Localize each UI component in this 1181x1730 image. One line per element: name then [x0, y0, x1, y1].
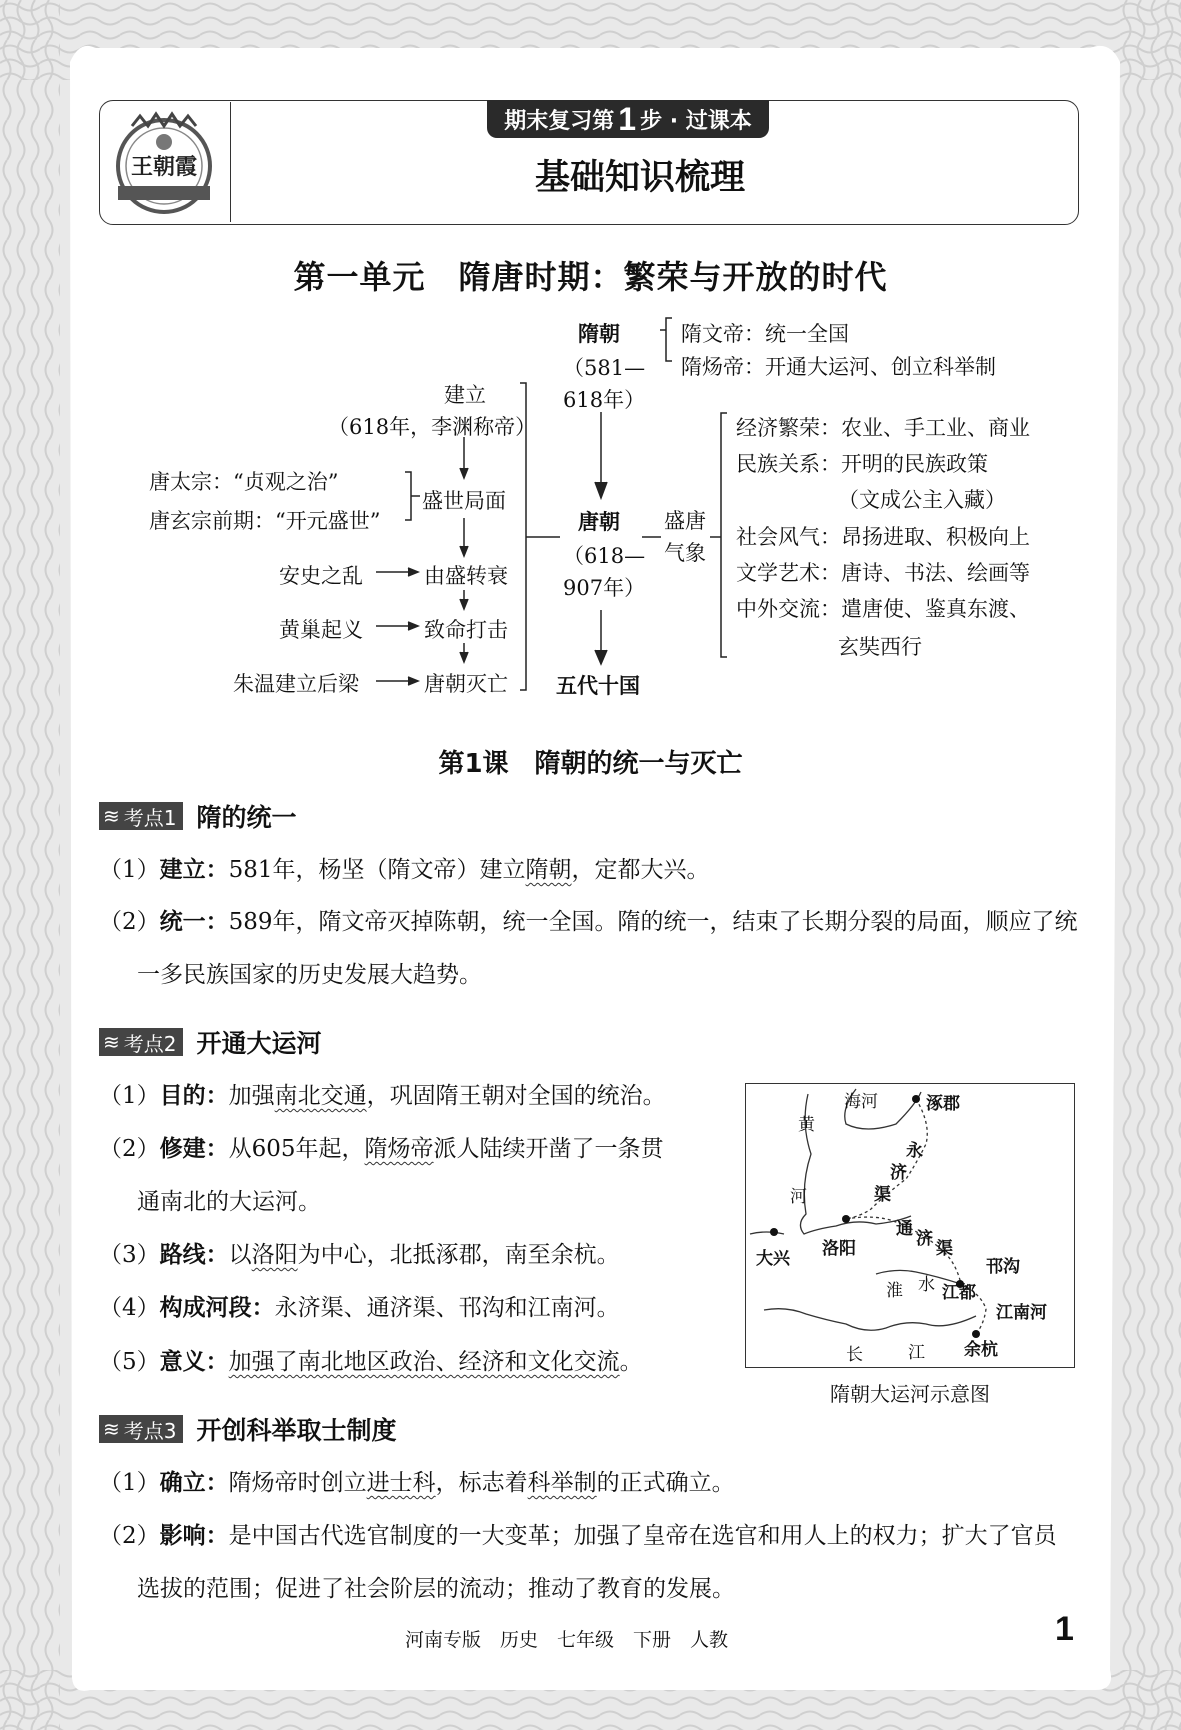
- key-point-tag: ≋ 考点1: [99, 802, 183, 830]
- map-label-he: 河: [790, 1187, 807, 1207]
- kp2-para-2-cont: 通南北的大运河。: [137, 1189, 321, 1215]
- tang-dynasty: 唐朝: [578, 510, 620, 534]
- map-label-huai: 淮: [886, 1281, 903, 1301]
- tang-years-end: 907年）: [563, 576, 646, 600]
- logo-text: 王朝霞: [130, 155, 198, 180]
- key-point-3-heading: [99, 1413, 397, 1445]
- shengtang-item: （文成公主入藏）: [838, 488, 1006, 512]
- stage-cause: 黄巢起义: [279, 618, 363, 642]
- kp3-para-2: （2）影响：是中国古代选官制度的一大变革；加强了皇帝在选官和用人上的权力；扩大了官员: [99, 1523, 1057, 1549]
- grand-canal-map: [745, 1083, 1075, 1368]
- sui-item: 隋炀帝：开通大运河、创立科举制: [681, 355, 996, 379]
- wave-icon: ≋: [103, 1030, 120, 1054]
- page-number: 1: [1055, 1610, 1074, 1648]
- shengtang-item: 中外交流：遣唐使、鉴真东渡、: [736, 597, 1030, 621]
- kp1-para-2: （2）统一：589年，隋文帝灭掉陈朝，统一全国。隋的统一，结束了长期分裂的局面，顺应了统: [99, 909, 1078, 935]
- page-title: 基础知识梳理: [534, 158, 745, 198]
- map-label-yuhang: 余杭: [964, 1340, 998, 1360]
- stage-cause: 安史之乱: [279, 564, 363, 588]
- map-label-qu: 渠: [874, 1185, 891, 1205]
- map-label-haihe: 海河: [844, 1092, 878, 1112]
- kp3-para-1: （1）确立：隋炀帝时创立进士科，标志着科举制的正式确立。: [99, 1470, 735, 1496]
- map-label-ji2: 济: [916, 1229, 933, 1249]
- map-label-yong: 永: [906, 1141, 923, 1161]
- shengtang-item: 经济繁荣：农业、手工业、商业: [736, 416, 1030, 440]
- founding-label: 建立: [444, 383, 486, 407]
- map-label-chang: 长: [846, 1345, 863, 1365]
- shengtang-item: 社会风气：昂扬进取、积极向上: [736, 525, 1030, 549]
- map-label-qu2: 渠: [936, 1239, 953, 1259]
- tang-years-start: （618—: [563, 544, 646, 568]
- tab-step-number: 1: [618, 100, 637, 137]
- stage-cause: 朱温建立后梁: [233, 672, 359, 696]
- map-label-jiang: 江: [908, 1343, 925, 1363]
- key-point-title: 隋的统一: [196, 803, 297, 832]
- kp2-para-3: （3）路线：以洛阳为中心，北抵涿郡，南至余杭。: [99, 1242, 620, 1268]
- map-label-jiangnanhe: 江南河: [996, 1303, 1047, 1323]
- key-point-1-heading: [99, 800, 297, 832]
- map-label-huang: 黄: [798, 1115, 815, 1135]
- stage: 致命打击: [424, 618, 508, 642]
- map-caption: 隋朝大运河示意图: [830, 1382, 990, 1406]
- kp2-para-2: （2）修建：从605年起，隋炀帝派人陆续开凿了一条贯: [99, 1136, 664, 1162]
- stage: 由盛转衰: [424, 564, 508, 588]
- sui-years-end: 618年）: [563, 388, 646, 412]
- founding-detail: （618年，李渊称帝）: [328, 415, 537, 439]
- five-dynasties: 五代十国: [556, 674, 640, 698]
- map-label-daxing: 大兴: [756, 1249, 790, 1269]
- sui-years-start: （581—: [563, 356, 646, 380]
- shengtang-item: 民族关系：开明的民族政策: [736, 452, 988, 476]
- shengtang-item: 文学艺术：唐诗、书法、绘画等: [736, 561, 1030, 585]
- map-label-shui: 水: [918, 1275, 935, 1295]
- key-point-2-heading: [99, 1026, 322, 1058]
- map-label-luoyang: 洛阳: [822, 1239, 856, 1259]
- tab-prefix: 期末复习第: [504, 108, 615, 134]
- map-label-zhuojun: 涿郡: [926, 1094, 960, 1114]
- kp2-para-4: （4）构成河段：永济渠、通济渠、邗沟和江南河。: [99, 1295, 620, 1321]
- stage: 盛世局面: [422, 489, 506, 513]
- shengtang-label: 盛唐: [664, 509, 706, 533]
- key-point-title: 开通大运河: [196, 1029, 322, 1058]
- map-label-jiangdu: 江都: [942, 1283, 976, 1303]
- footer-info: 河南专版 历史 七年级 下册 人教: [405, 1629, 729, 1651]
- key-point-tag: ≋ 考点2: [99, 1028, 183, 1056]
- map-label-hangou: 邗沟: [986, 1257, 1020, 1277]
- kp3-para-2-cont: 选拔的范围；促进了社会阶层的流动；推动了教育的发展。: [137, 1576, 735, 1602]
- kp1-para-2-cont: 一多民族国家的历史发展大趋势。: [137, 962, 482, 988]
- map-label-ji: 济: [890, 1163, 907, 1183]
- wave-icon: ≋: [103, 804, 120, 828]
- shengtang-label: 气象: [664, 541, 706, 565]
- map-label-tong: 通: [896, 1219, 913, 1239]
- prosperity-cause: 唐太宗：“贞观之治”: [149, 470, 339, 494]
- kp2-para-5: （5）意义：加强了南北地区政治、经济和文化交流。: [99, 1349, 643, 1375]
- kp1-para-1: （1）建立：581年，杨坚（隋文帝）建立隋朝，定都大兴。: [99, 857, 710, 883]
- kp2-para-1: （1）目的：加强南北交通，巩固隋王朝对全国的统治。: [99, 1083, 666, 1109]
- wave-icon: ≋: [103, 1417, 120, 1441]
- unit-title: 第一单元 隋唐时期：繁荣与开放的时代: [293, 258, 888, 296]
- key-point-title: 开创科举取士制度: [196, 1416, 397, 1445]
- shengtang-item: 玄奘西行: [838, 635, 922, 659]
- prosperity-cause: 唐玄宗前期：“开元盛世”: [149, 509, 381, 533]
- sui-item: 隋文帝：统一全国: [681, 322, 849, 346]
- key-point-tag: ≋ 考点3: [99, 1415, 183, 1443]
- stage: 唐朝灭亡: [424, 672, 508, 696]
- tab-suffix: 步 · 过课本: [640, 108, 752, 134]
- sui-dynasty: 隋朝: [578, 322, 620, 346]
- lesson-title: 第1课 隋朝的统一与灭亡: [438, 749, 743, 779]
